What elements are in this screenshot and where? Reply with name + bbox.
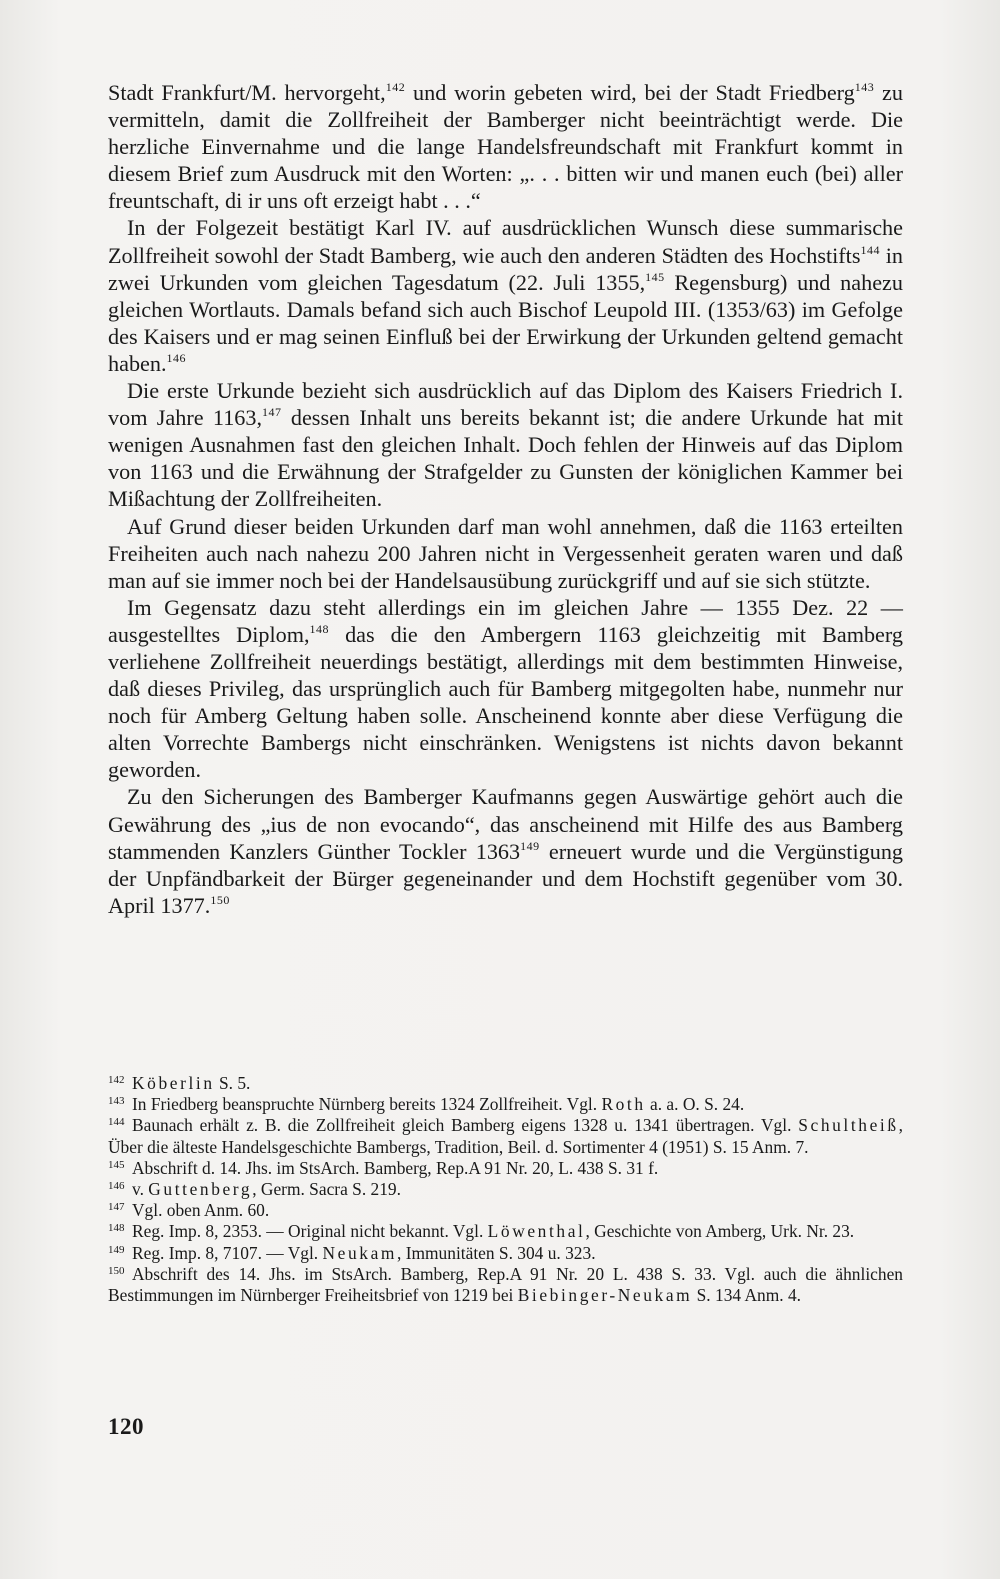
paragraph-5 bbox=[108, 594, 903, 784]
paragraph-2 bbox=[108, 214, 903, 377]
footnote-ref-145[interactable]: 145 bbox=[645, 269, 665, 284]
footnote-142: 142 Köberlin S. 5. bbox=[108, 1073, 251, 1093]
text-run: in zwei Urkunden vom gleichen Tagesdatum (22. Juli 1355, bbox=[108, 242, 903, 295]
author-name: Schultheiß bbox=[798, 1115, 899, 1136]
footnote-ref-148[interactable]: 148 bbox=[309, 621, 330, 636]
footnote-text: a. a. O. S. 24. bbox=[645, 1094, 745, 1115]
text-run: Regensburg) und nahezu gleichen Wortlauts. Damals befand sich auch Bischof Leupold III. (1353/63) im Gefolge des Kaisers und er mag seinen Einfluß bei der Erwirkung der Urkunden geltend gemacht haben. bbox=[108, 269, 903, 376]
text-run: dessen Inhalt uns bereits bekannt ist; die andere Urkunde hat mit wenigen Ausnahmen fast den gleichen Inhalt. Doch fehlen der Hinweis auf das Diplom von 1163 und die Erwähnung der Strafgelder zu Gunsten der königlichen Kammer bei Mißachtung der Zollfreiheiten. bbox=[108, 405, 903, 512]
footnote-145: 145 Abschrift d. 14. Jhs. im StsArch. Bamberg, Rep.A 91 Nr. 20, L. 438 S. 31 f. bbox=[108, 1157, 659, 1178]
footnotes bbox=[108, 1073, 903, 1306]
footnote-text: , Über die älteste Handelsgeschichte Bambergs, Tradition, Beil. d. Sortimenter 4 (1951) S. 15 Anm. 7. bbox=[108, 1115, 903, 1157]
paragraph-1 bbox=[108, 79, 903, 214]
footnote-text: , Immunitäten S. 304 u. 323. bbox=[397, 1242, 596, 1263]
footnote-text: Reg. Imp. 8, 7107. — Vgl. bbox=[132, 1242, 323, 1263]
footnote-text: , Geschichte von Amberg, Urk. Nr. 23. bbox=[585, 1221, 855, 1242]
main-text bbox=[108, 79, 903, 919]
footnote-text: Abschrift d. 14. Jhs. im StsArch. Bamberg, Rep.A 91 Nr. 20, L. 438 S. 31 f. bbox=[132, 1157, 659, 1178]
text-run: Auf Grund dieser beiden Urkunden darf man wohl annehmen, daß die 1163 erteilten Freiheiten auch nach nahezu 200 Jahren nicht in Vergessenheit geraten waren und daß man auf sie immer noch bei der Handelsausübung zurückgriff und auf sie sich stützte. bbox=[108, 513, 903, 593]
footnote-ref-147[interactable]: 147 bbox=[262, 405, 282, 420]
footnote-149: 149 Reg. Imp. 8, 7107. — Vgl. Neukam, Immunitäten S. 304 u. 323. bbox=[108, 1242, 596, 1263]
paragraph-6 bbox=[108, 783, 903, 918]
author-name: Löwenthal bbox=[487, 1221, 586, 1242]
footnote-text: S. 134 Anm. 4. bbox=[692, 1285, 801, 1306]
text-run: das die den Ambergern 1163 gleichzeitig mit Bamberg verliehene Zollfreiheit neuerdings bestätigt, allerdings mit dem bestimmten Hinweise, daß dieses Privileg, das ursprünglich auch für Bamberg mitgegolten habe, nunmehr nur noch für Amberg Geltung haben solle. Anscheinend konnte aber diese Verfügung die alten Vorrechte Bambergs nicht einschränken. Wenigstens ist nichts davon bekannt geworden. bbox=[108, 621, 903, 783]
footnote-ref-142[interactable]: 142 bbox=[385, 80, 406, 94]
text-run: Im Gegensatz dazu steht allerdings ein im gleichen Jahre — 1355 Dez. 22 — ausgestelltes Diplom, bbox=[108, 594, 903, 647]
footnote-text: Baunach erhält z. B. die Zollfreiheit gleich Bamberg eigens 1328 u. 1341 übertragen. Vgl. bbox=[132, 1115, 799, 1136]
text-run: Zu den Sicherungen des Bamberger Kaufmanns gegen Auswärtige gehört auch die Gewährung des „ius de non evocando“, das anscheinend mit Hilfe des aus Bamberg stammenden Kanzlers Günther Tockler 1363 bbox=[108, 784, 903, 864]
author-name: Guttenberg bbox=[148, 1179, 253, 1200]
text-run: Die erste Urkunde bezieht sich ausdrücklich auf das Diplom des Kaisers Friedrich I. vom Jahre 1163, bbox=[108, 378, 903, 431]
footnote-144: 144 Baunach erhält z. B. die Zollfreiheit gleich Bamberg eigens 1328 u. 1341 übertragen. Vgl. Schultheiß, Über die älteste Handelsgeschichte Bambergs, Tradition, Beil. d. Sortimenter 4 (1951) S. 15 Anm. 7. bbox=[108, 1115, 903, 1157]
footnote-ref-143[interactable]: 143 bbox=[854, 80, 875, 94]
footnote-ref-150[interactable]: 150 bbox=[210, 892, 230, 907]
footnote-146: 146 v. Guttenberg, Germ. Sacra S. 219. bbox=[108, 1179, 401, 1200]
paragraph-3 bbox=[108, 377, 903, 512]
footnote-text: Reg. Imp. 8, 2353. — Original nicht bekannt. Vgl. bbox=[132, 1221, 488, 1242]
text-run: und worin gebeten wird, bei der Stadt Friedberg bbox=[405, 80, 855, 105]
footnote-ref-149[interactable]: 149 bbox=[520, 838, 540, 853]
footnote-text: , Germ. Sacra S. 219. bbox=[252, 1179, 401, 1200]
footnote-text: Abschrift des 14. Jhs. im StsArch. Bamberg, Rep.A 91 Nr. 20 L. 438 S. 33. Vgl. auch die ähnlichen Bestimmungen im Nürnberger Freiheitsbrief von 1219 bei bbox=[108, 1263, 903, 1306]
footnote-147: 147 Vgl. oben Anm. 60. bbox=[108, 1200, 270, 1221]
author-name: Roth bbox=[601, 1094, 646, 1115]
footnote-150: 150 Abschrift des 14. Jhs. im StsArch. Bamberg, Rep.A 91 Nr. 20 L. 438 S. 33. Vgl. auch die ähnlichen Bestimmungen im Nürnberger Freiheitsbrief von 1219 bei Biebinger-Neukam S. 134 Anm. 4. bbox=[108, 1263, 903, 1306]
author-name: Neukam bbox=[322, 1242, 398, 1263]
text-run: erneuert wurde und die Vergünstigung der Unpfändbarkeit der Bürger gegeneinander und dem Hochstift gegenüber vom 30. April 1377. bbox=[108, 838, 904, 918]
text-run: In der Folgezeit bestätigt Karl IV. auf ausdrücklichen Wunsch diese summarische Zollfreiheit sowohl der Stadt Bamberg, wie auch den anderen Städten des Hochstifts bbox=[108, 215, 903, 268]
footnote-text: v. bbox=[132, 1179, 149, 1200]
footnote-text: S. 5. bbox=[214, 1073, 251, 1093]
footnote-ref-144[interactable]: 144 bbox=[860, 242, 880, 257]
author-name: Biebinger-Neukam bbox=[517, 1285, 693, 1306]
text-run: Stadt Frankfurt/M. hervorgeht, bbox=[108, 80, 386, 105]
paragraph-4 bbox=[108, 513, 903, 594]
footnote-148: 148 Reg. Imp. 8, 2353. — Original nicht bekannt. Vgl. Löwenthal, Geschichte von Amberg, Urk. Nr. 23. bbox=[108, 1221, 855, 1242]
footnote-text: In Friedberg beanspruchte Nürnberg bereits 1324 Zollfreiheit. Vgl. bbox=[132, 1094, 602, 1115]
author-name: Köberlin bbox=[132, 1073, 215, 1093]
footnote-ref-146[interactable]: 146 bbox=[166, 350, 187, 365]
footnote-text: Vgl. oben Anm. 60. bbox=[132, 1200, 270, 1221]
footnote-143: 143 In Friedberg beanspruchte Nürnberg bereits 1324 Zollfreiheit. Vgl. Roth a. a. O. S. 24. bbox=[108, 1094, 745, 1115]
page-number: 120 bbox=[108, 1414, 144, 1439]
text-run: zu vermitteln, damit die Zollfreiheit der Bamberger nicht beeinträchtigt werde. Die herzliche Einvernahme und die lange Handelsfreundschaft mit Frankfurt kommt in diesem Brief zum Ausdruck mit den Worten: „. . . bitten wir und manen euch (bei) aller freuntschaft, di ir uns oft erzeigt habt . . .“ bbox=[108, 80, 903, 214]
